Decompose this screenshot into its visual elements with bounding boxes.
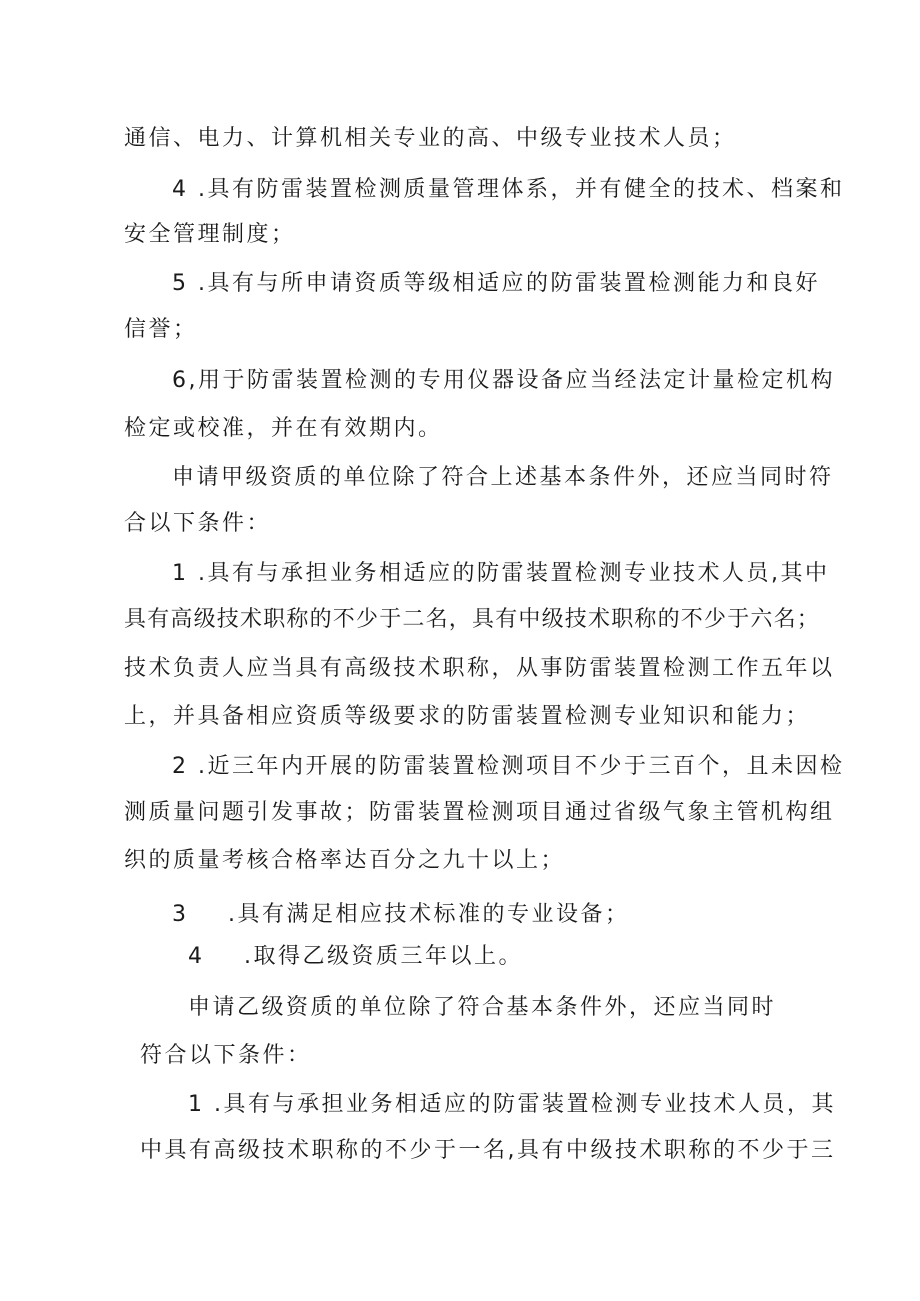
text-line: 2 .近三年内开展的防雷装置检测项目不少于三百个，且未因检 — [172, 754, 845, 779]
text-line: 4 .具有防雷装置检测质量管理体系，并有健全的技术、档案和 — [172, 177, 845, 202]
text-line: 中具有高级技术职称的不少于一名,具有中级技术职称的不少于三 — [140, 1138, 836, 1163]
text-line: 织的质量考核合格率达百分之九十以上； — [124, 848, 566, 873]
text-line: 申请乙级资质的单位除了符合基本条件外，还应当同时 — [188, 995, 777, 1020]
list-number: 3 — [172, 902, 186, 927]
text-line: 1 .具有与承担业务相适应的防雷装置检测专业技术人员，其 — [188, 1092, 836, 1117]
text-line: .取得乙级资质三年以上。 — [244, 944, 523, 969]
text-line: 测质量问题引发事故；防雷装置检测项目通过省级气象主管机构组 — [124, 800, 835, 825]
text-line: 5 .具有与所申请资质等级相适应的防雷装置检测能力和良好 — [172, 271, 820, 296]
text-line: 6,用于防雷装置检测的专用仪器设备应当经法定计量检定机构 — [172, 368, 835, 393]
text-line: 信誉； — [124, 317, 198, 342]
text-line: 合以下条件： — [124, 511, 272, 536]
text-line: .具有满足相应技术标准的专业设备； — [228, 902, 630, 927]
text-line: 检定或校准，并在有效期内。 — [124, 416, 443, 441]
text-line: 技术负责人应当具有高级技术职称，从事防雷装置检测工作五年以 — [124, 656, 835, 681]
text-line: 符合以下条件： — [140, 1043, 312, 1068]
text-line: 通信、电力、计算机相关专业的高、中级专业技术人员； — [124, 126, 737, 151]
text-line: 1 .具有与承担业务相适应的防雷装置检测专业技术人员,其中 — [172, 561, 830, 586]
text-line: 上，并具备相应资质等级要求的防雷装置检测专业知识和能力； — [124, 704, 811, 729]
list-number: 4 — [188, 944, 202, 969]
text-line: 具有高级技术职称的不少于二名，具有中级技术职称的不少于六名； — [124, 607, 821, 632]
text-line: 申请甲级资质的单位除了符合上述基本条件外，还应当同时符 — [172, 465, 834, 490]
text-line: 安全管理制度； — [124, 222, 296, 247]
